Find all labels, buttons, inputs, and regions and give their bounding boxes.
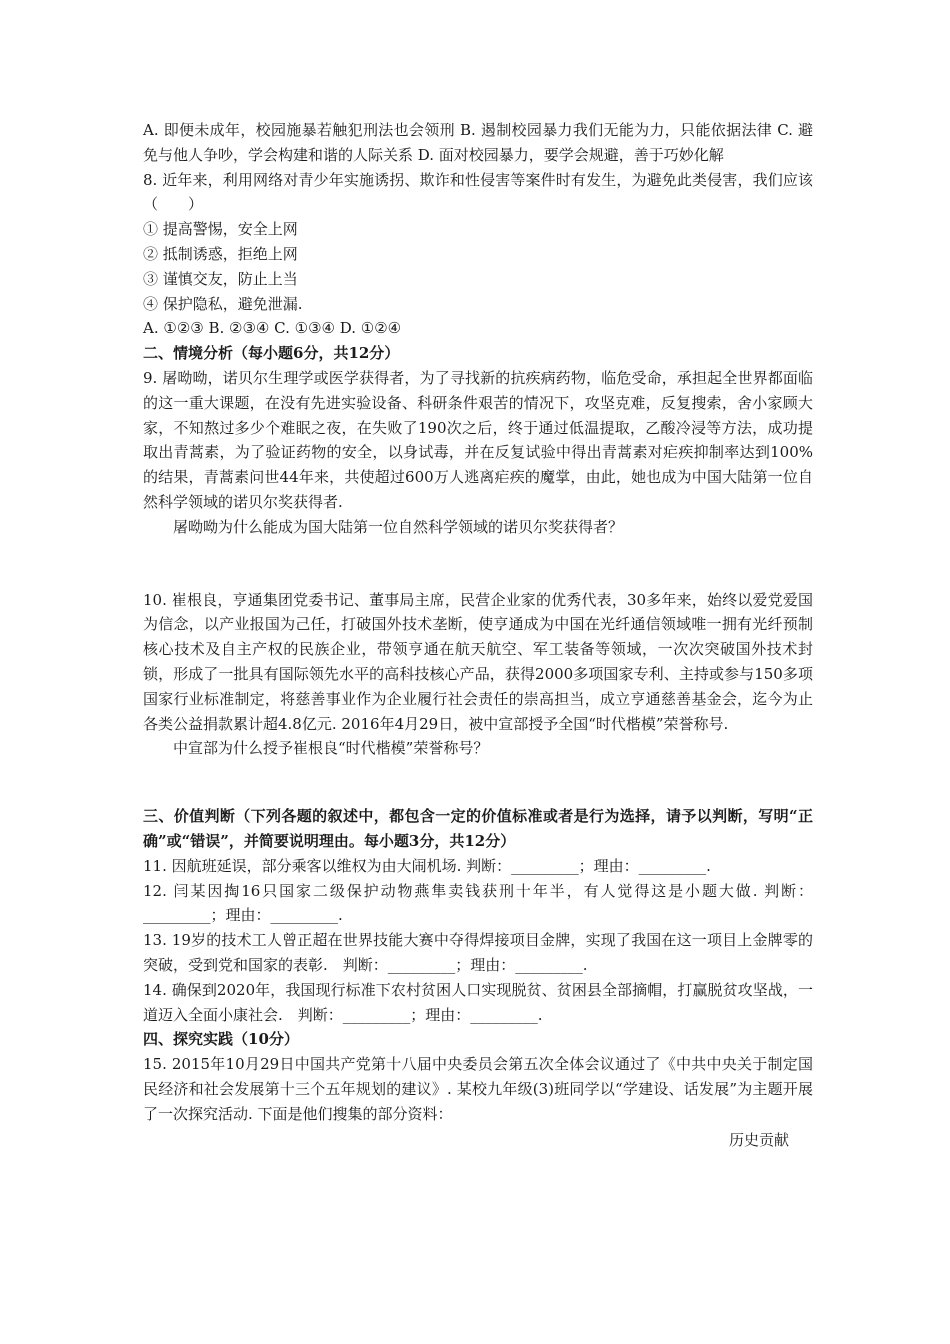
q7-options: A. 即便未成年，校园施暴若触犯刑法也会领刑 B. 遏制校园暴力我们无能为力，只能依据法律 C. 避免与他人争吵，学会构建和谐的人际关系 D. 面对校园暴力，要学会规避，善于巧妙化解 [143,121,813,164]
answer-space [143,540,813,588]
q8-item-2: ② 抵制诱惑，拒绝上网 [143,244,298,263]
q15: 15. 2015年10月29日中国共产党第十八届中央委员会第五次全体会议通过了《中共中央关于制定国民经济和社会发展第十三个五年规划的建议》. 某校九年级(3)班同学以“学建设、话发展”为主题开展了一次探究活动. 下面是他们搜集的部分资料： [143,1055,813,1123]
q10-question: 中宣部为什么授予崔根良“时代楷模”荣誉称号？ [173,739,489,758]
section-4-title: 四、探究实践（10分） [143,1030,299,1049]
q8-options: A. ①②③ B. ②③④ C. ①③④ D. ①②④ [143,319,402,338]
q8-item-3: ③ 谨慎交友，防止上当 [143,269,298,288]
q12: 12. 闫某因掏16只国家二级保护动物燕隼卖钱获刑十年半，有人觉得这是小题大做. 判断：_________；理由：_________. [143,881,813,925]
exam-page [143,118,813,1153]
q8-stem: 8. 近年来，利用网络对青少年实施诱拐、欺诈和性侵害等案件时有发生，为避免此类侵害，我们应该（ ） [143,170,813,214]
q11: 11. 因航班延误，部分乘客以维权为由大闹机场. 判断：_________；理由：_________. [143,856,711,875]
q14: 14. 确保到2020年，我国现行标准下农村贫困人口实现脱贫、贫困县全部摘帽，打赢脱贫攻坚战，一道迈入全面小康社会. 判断：_________；理由：_________. [143,980,813,1024]
q13: 13. 19岁的技术工人曾正超在世界技能大赛中夺得焊接项目金牌，实现了我国在这一项目上金牌零的突破，受到党和国家的表彰. 判断：_________；理由：_________. [143,931,813,974]
q9-question: 屠呦呦为什么能成为国大陆第一位自然科学领域的诺贝尔奖获得者？ [173,517,624,536]
history-contribution-label: 历史贡献 [728,1131,789,1150]
section-2-title: 二、情境分析（每小题6分，共12分） [143,344,400,363]
section-3-title: 三、价值判断（下列各题的叙述中，都包含一定的价值标准或者是行为选择，请予以判断，写明“正确”或“错误”，并简要说明理由。每小题3分，共12分） [143,807,813,850]
answer-space [143,761,813,804]
q8-item-1: ① 提高警惕，安全上网 [143,220,298,239]
q8-item-4: ④ 保护隐私，避免泄漏. [143,294,303,313]
q10-text: 10. 崔根良，亨通集团党委书记、董事局主席，民营企业家的优秀代表，30多年来，始终以爱党爱国为信念，以产业报国为己任，打破国外技术垄断，使亨通成为中国在光纤通信领域唯一拥有光纤预制核心技术及自主产权的民族企业，带领亨通在航天航空、军工装备等领域，一次次突破国外技术封锁，形成了一批具有国际领先水平的高科技核心产品，获得2000多项国家专利、主持或参与150多项国家行业标准制定，将慈善事业作为企业履行社会责任的崇高担当，成立亨通慈善基金会，迄今为止各类公益捐款累计超4.8亿元. 2016年4月29日，被中宣部授予全国“时代楷模”荣誉称号. [143,590,813,733]
q9-text: 9. 屠呦呦，诺贝尔生理学或医学获得者，为了寻找新的抗疾病药物，临危受命，承担起全世界都面临的这一重大课题，在没有先进实验设备、科研条件艰苦的情况下，攻坚克难，反复搜索，舍小家顾大家，不知熬过多少个难眠之夜，在失败了190次之后，终于通过低温提取，乙酸冷浸等方法，成功提取出青蒿素，为了验证药物的安全，以身试毒，并在反复试验中得出青蒿素对疟疾抑制率达到100%的结果，青蒿素问世44年来，共使超过600万人逃离疟疾的魔掌，由此，她也成为中国大陆第一位自然科学领域的诺贝尔奖获得者. [143,368,813,511]
